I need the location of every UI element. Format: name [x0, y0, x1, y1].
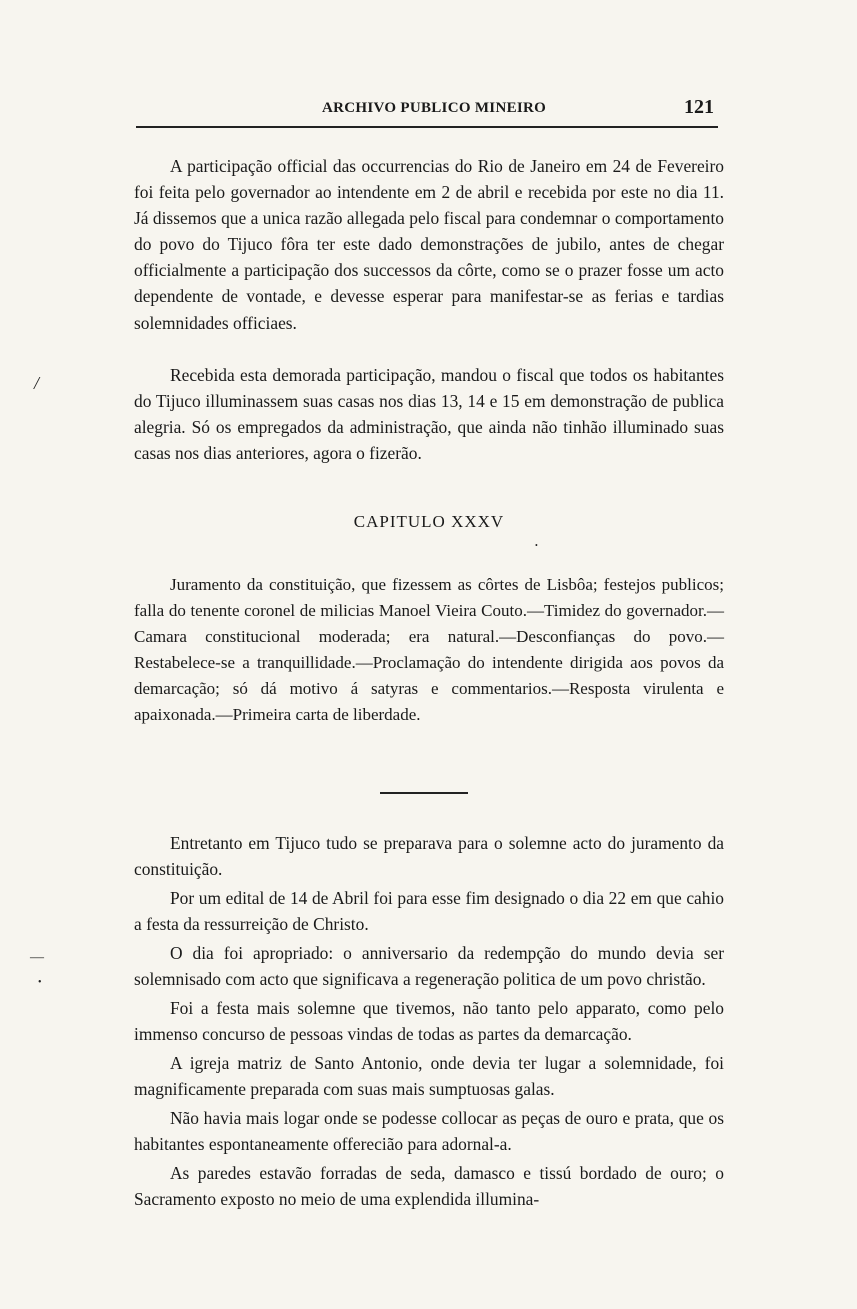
paragraph: Por um edital de 14 de Abril foi para esse fim designado o dia 22 em que cahio a festa da ressurreição de Christo.: [134, 888, 724, 934]
page-number: 121: [684, 96, 714, 118]
margin-mark: •: [38, 977, 42, 988]
running-title: ARCHIVO PUBLICO MINEIRO: [322, 100, 547, 116]
paragraph: Não havia mais logar onde se podesse collocar as peças de ouro e prata, que os habitantes espontaneamente offerecião para adornal-a.: [134, 1108, 724, 1154]
margin-mark: •: [535, 541, 538, 550]
paragraph: As paredes estavão forradas de seda, damasco e tissú bordado de ouro; o Sacramento exposto no meio de uma explendida illumina-: [134, 1163, 724, 1209]
paragraph: O dia foi apropriado: o anniversario da redempção do mundo devia ser solemnisado com acto que significava a regeneração politica de um povo christão.: [134, 943, 724, 989]
margin-mark: /: [34, 373, 40, 393]
paragraph: Recebida esta demorada participação, mandou o fiscal que todos os habitantes do Tijuco illuminassem suas casas nos dias 13, 14 e 15 em demonstração de publica alegria. Só os empregados da administração, que ainda não tinhão illuminado suas casas nos dias anteriores, agora o fizerão.: [134, 365, 724, 464]
chapter-summary: [134, 572, 724, 728]
chapter-summary-text: Juramento da constituição, que fizessem as côrtes de Lisbôa; festejos publicos; falla do tenente coronel de milicias Manoel Vieira Couto.—Timidez do governador.—Camara constitucional moderada; era natural.—Desconfianças do povo.—Restabelece-se a tranquillidade.—Proclamação do intendente dirigida aos povos da demarcação; só dá motivo á satyras e commentarios.—Resposta virulenta e apaixonada.—Primeira carta de liberdade.: [134, 575, 724, 724]
paragraph: A participação official das occurrencias do Rio de Janeiro em 24 de Fevereiro foi feita pelo governador ao intendente em 2 de abril e recebida por este no dia 11. Já dissemos que a unica razão allegada pelo fiscal para condemnar o comportamento do povo do Tijuco fôra ter este dado demonstrações de jubilo, antes de chegar officialmente a participação dos successos da côrte, como se o prazer fosse um acto dependente de vontade, e devesse esperar para manifestar-se as ferias e tardias solemnidades officiaes.: [134, 156, 724, 333]
chapter-title: CAPITULO XXXV: [353, 512, 505, 531]
text-block-bottom: [134, 830, 724, 1215]
text-block-top-2: [134, 362, 724, 466]
paragraph: Foi a festa mais solemne que tivemos, não tanto pelo apparato, como pelo immenso concurso de pessoas vindas de todas as partes da demarcação.: [134, 998, 724, 1044]
header-rule: [136, 126, 718, 128]
paragraph: Entretanto em Tijuco tudo se preparava para o solemne acto do juramento da constituição.: [134, 833, 724, 879]
paragraph: A igreja matriz de Santo Antonio, onde devia ter lugar a solemnidade, foi magnificamente preparada com suas mais sumptuosas galas.: [134, 1053, 724, 1099]
section-divider: [380, 792, 468, 794]
margin-mark: —: [30, 950, 44, 965]
text-block-top: [134, 153, 724, 336]
page-header: [136, 96, 718, 128]
